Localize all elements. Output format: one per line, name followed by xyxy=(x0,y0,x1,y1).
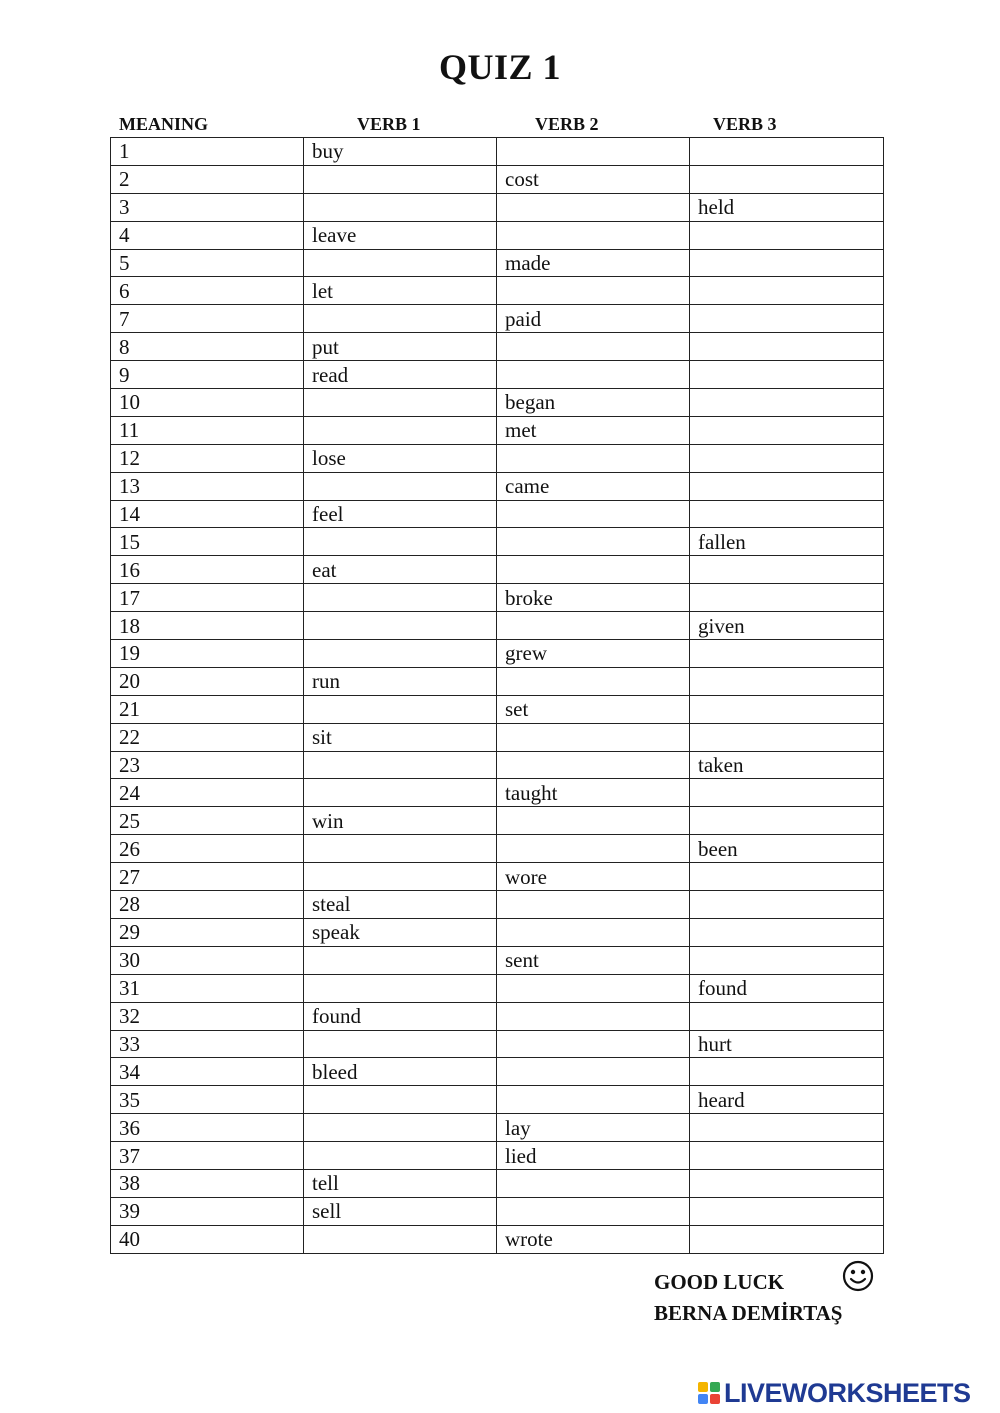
answer-cell[interactable]: lied xyxy=(497,1142,690,1170)
row-number-cell: 32 xyxy=(111,1002,304,1030)
table-row xyxy=(111,1086,884,1114)
answer-cell[interactable] xyxy=(690,165,884,193)
answer-cell[interactable]: let xyxy=(304,277,497,305)
answer-cell[interactable]: held xyxy=(690,193,884,221)
table-row xyxy=(111,444,884,472)
row-number-cell: 7 xyxy=(111,305,304,333)
table-row xyxy=(111,863,884,891)
answer-cell[interactable] xyxy=(497,1169,690,1197)
row-number-cell: 23 xyxy=(111,751,304,779)
answer-cell[interactable]: sent xyxy=(497,946,690,974)
table-row xyxy=(111,1169,884,1197)
answer-cell[interactable] xyxy=(690,1142,884,1170)
answer-cell[interactable] xyxy=(497,444,690,472)
answer-cell[interactable] xyxy=(690,779,884,807)
table-row xyxy=(111,640,884,668)
answer-cell[interactable]: taken xyxy=(690,751,884,779)
row-number-cell: 5 xyxy=(111,249,304,277)
answer-cell[interactable] xyxy=(690,667,884,695)
row-number-cell: 19 xyxy=(111,640,304,668)
answer-cell[interactable]: bleed xyxy=(304,1058,497,1086)
answer-cell[interactable] xyxy=(497,361,690,389)
answer-cell[interactable]: given xyxy=(690,612,884,640)
answer-cell[interactable] xyxy=(690,472,884,500)
row-number-cell: 13 xyxy=(111,472,304,500)
answer-cell[interactable]: steal xyxy=(304,891,497,919)
row-number-cell: 38 xyxy=(111,1169,304,1197)
answer-cell[interactable] xyxy=(497,612,690,640)
row-number-cell: 34 xyxy=(111,1058,304,1086)
quiz-table xyxy=(110,137,884,1254)
column-headers xyxy=(0,114,1000,136)
answer-cell[interactable] xyxy=(497,1086,690,1114)
row-number-cell: 25 xyxy=(111,807,304,835)
row-number-cell: 29 xyxy=(111,918,304,946)
answer-cell[interactable] xyxy=(497,918,690,946)
answer-cell[interactable] xyxy=(690,723,884,751)
row-number-cell: 9 xyxy=(111,361,304,389)
answer-cell[interactable]: put xyxy=(304,333,497,361)
answer-cell[interactable] xyxy=(304,1114,497,1142)
answer-cell[interactable] xyxy=(690,500,884,528)
row-number-cell: 21 xyxy=(111,695,304,723)
answer-cell[interactable] xyxy=(304,695,497,723)
row-number-cell: 31 xyxy=(111,974,304,1002)
row-number-cell: 40 xyxy=(111,1225,304,1253)
table-row xyxy=(111,695,884,723)
row-number-cell: 36 xyxy=(111,1114,304,1142)
table-row xyxy=(111,277,884,305)
row-number-cell: 33 xyxy=(111,1030,304,1058)
answer-cell[interactable] xyxy=(690,138,884,166)
table-row xyxy=(111,612,884,640)
answer-cell[interactable] xyxy=(690,361,884,389)
answer-cell[interactable] xyxy=(497,333,690,361)
row-number-cell: 2 xyxy=(111,165,304,193)
table-row xyxy=(111,751,884,779)
answer-cell[interactable]: eat xyxy=(304,556,497,584)
table-row xyxy=(111,500,884,528)
row-number-cell: 1 xyxy=(111,138,304,166)
answer-cell[interactable] xyxy=(690,249,884,277)
answer-cell[interactable] xyxy=(304,528,497,556)
row-number-cell: 4 xyxy=(111,221,304,249)
row-number-cell: 22 xyxy=(111,723,304,751)
answer-cell[interactable] xyxy=(690,695,884,723)
table-row xyxy=(111,193,884,221)
answer-cell[interactable]: found xyxy=(304,1002,497,1030)
table-row xyxy=(111,556,884,584)
answer-cell[interactable] xyxy=(304,946,497,974)
answer-cell[interactable]: sell xyxy=(304,1197,497,1225)
table-row xyxy=(111,361,884,389)
answer-cell[interactable]: met xyxy=(497,416,690,444)
header-verb2: VERB 2 xyxy=(535,114,599,134)
table-row xyxy=(111,472,884,500)
table-row xyxy=(111,1058,884,1086)
table-row xyxy=(111,1030,884,1058)
answer-cell[interactable] xyxy=(690,333,884,361)
row-number-cell: 3 xyxy=(111,193,304,221)
answer-cell[interactable] xyxy=(690,305,884,333)
answer-cell[interactable] xyxy=(304,974,497,1002)
answer-cell[interactable] xyxy=(497,1058,690,1086)
page-title: QUIZ 1 xyxy=(438,47,562,87)
table-row xyxy=(111,835,884,863)
header-meaning: MEANING xyxy=(119,114,208,134)
answer-cell[interactable] xyxy=(690,946,884,974)
answer-cell[interactable] xyxy=(690,807,884,835)
answer-cell[interactable] xyxy=(304,193,497,221)
table-row xyxy=(111,416,884,444)
answer-cell[interactable]: been xyxy=(690,835,884,863)
answer-cell[interactable]: buy xyxy=(304,138,497,166)
good-luck-text: GOOD LUCK xyxy=(654,1270,785,1294)
table-row xyxy=(111,807,884,835)
answer-cell[interactable] xyxy=(304,1225,497,1253)
answer-cell[interactable] xyxy=(497,1002,690,1030)
row-number-cell: 15 xyxy=(111,528,304,556)
table-row xyxy=(111,891,884,919)
answer-cell[interactable] xyxy=(497,500,690,528)
row-number-cell: 30 xyxy=(111,946,304,974)
answer-cell[interactable] xyxy=(304,1030,497,1058)
table-row xyxy=(111,584,884,612)
answer-cell[interactable] xyxy=(497,667,690,695)
table-row xyxy=(111,723,884,751)
answer-cell[interactable] xyxy=(690,416,884,444)
answer-cell[interactable] xyxy=(690,389,884,417)
answer-cell[interactable] xyxy=(690,640,884,668)
row-number-cell: 37 xyxy=(111,1142,304,1170)
row-number-cell: 8 xyxy=(111,333,304,361)
answer-cell[interactable] xyxy=(690,444,884,472)
table-row xyxy=(111,165,884,193)
answer-cell[interactable]: leave xyxy=(304,221,497,249)
answer-cell[interactable] xyxy=(304,472,497,500)
answer-cell[interactable] xyxy=(304,389,497,417)
answer-cell[interactable]: found xyxy=(690,974,884,1002)
row-number-cell: 12 xyxy=(111,444,304,472)
answer-cell[interactable]: feel xyxy=(304,500,497,528)
answer-cell[interactable] xyxy=(690,1225,884,1253)
answer-cell[interactable] xyxy=(690,556,884,584)
liveworksheets-text: LIVEWORKSHEETS xyxy=(724,1377,971,1408)
answer-cell[interactable]: paid xyxy=(497,305,690,333)
answer-cell[interactable]: tell xyxy=(304,1169,497,1197)
answer-cell[interactable] xyxy=(690,1002,884,1030)
row-number-cell: 20 xyxy=(111,667,304,695)
answer-cell[interactable]: win xyxy=(304,807,497,835)
answer-cell[interactable]: read xyxy=(304,361,497,389)
table-row xyxy=(111,305,884,333)
answer-cell[interactable] xyxy=(304,249,497,277)
table-row xyxy=(111,221,884,249)
header-verb3: VERB 3 xyxy=(713,114,777,134)
table-row xyxy=(111,138,884,166)
answer-cell[interactable]: heard xyxy=(690,1086,884,1114)
answer-cell[interactable] xyxy=(690,1197,884,1225)
row-number-cell: 28 xyxy=(111,891,304,919)
answer-cell[interactable] xyxy=(497,891,690,919)
row-number-cell: 10 xyxy=(111,389,304,417)
smiley-icon xyxy=(842,1260,874,1292)
answer-cell[interactable] xyxy=(304,835,497,863)
answer-cell[interactable] xyxy=(497,835,690,863)
answer-cell[interactable] xyxy=(690,1169,884,1197)
table-row xyxy=(111,918,884,946)
table-row xyxy=(111,389,884,417)
answer-cell[interactable]: cost xyxy=(497,165,690,193)
answer-cell[interactable]: made xyxy=(497,249,690,277)
answer-cell[interactable]: grew xyxy=(497,640,690,668)
table-row xyxy=(111,1002,884,1030)
row-number-cell: 27 xyxy=(111,863,304,891)
row-number-cell: 14 xyxy=(111,500,304,528)
answer-cell[interactable] xyxy=(690,1058,884,1086)
answer-cell[interactable] xyxy=(690,863,884,891)
table-row xyxy=(111,974,884,1002)
answer-cell[interactable] xyxy=(304,305,497,333)
row-number-cell: 6 xyxy=(111,277,304,305)
answer-cell[interactable] xyxy=(497,221,690,249)
liveworksheets-logo xyxy=(698,1378,971,1408)
table-row xyxy=(111,667,884,695)
answer-cell[interactable] xyxy=(304,584,497,612)
answer-cell[interactable] xyxy=(304,165,497,193)
table-row xyxy=(111,333,884,361)
answer-cell[interactable]: fallen xyxy=(690,528,884,556)
header-verb1: VERB 1 xyxy=(357,114,421,134)
answer-cell[interactable] xyxy=(690,277,884,305)
answer-cell[interactable] xyxy=(497,751,690,779)
answer-cell[interactable]: wore xyxy=(497,863,690,891)
row-number-cell: 35 xyxy=(111,1086,304,1114)
answer-cell[interactable] xyxy=(304,1142,497,1170)
row-number-cell: 11 xyxy=(111,416,304,444)
table-row xyxy=(111,1142,884,1170)
answer-cell[interactable] xyxy=(690,1114,884,1142)
row-number-cell: 18 xyxy=(111,612,304,640)
answer-cell[interactable]: set xyxy=(497,695,690,723)
answer-cell[interactable] xyxy=(497,723,690,751)
answer-cell[interactable] xyxy=(304,416,497,444)
table-row xyxy=(111,1197,884,1225)
answer-cell[interactable]: sit xyxy=(304,723,497,751)
row-number-cell: 17 xyxy=(111,584,304,612)
answer-cell[interactable]: came xyxy=(497,472,690,500)
answer-cell[interactable] xyxy=(497,528,690,556)
answer-cell[interactable]: hurt xyxy=(690,1030,884,1058)
table-row xyxy=(111,779,884,807)
author-name: BERNA DEMİRTAŞ xyxy=(654,1301,843,1325)
table-row xyxy=(111,528,884,556)
table-row xyxy=(111,946,884,974)
table-row xyxy=(111,1114,884,1142)
answer-cell[interactable] xyxy=(690,918,884,946)
row-number-cell: 26 xyxy=(111,835,304,863)
answer-cell[interactable] xyxy=(304,779,497,807)
answer-cell[interactable]: run xyxy=(304,667,497,695)
row-number-cell: 16 xyxy=(111,556,304,584)
liveworksheets-mark-icon xyxy=(698,1382,720,1404)
answer-cell[interactable] xyxy=(690,221,884,249)
answer-cell[interactable] xyxy=(497,277,690,305)
answer-cell[interactable] xyxy=(497,974,690,1002)
answer-cell[interactable] xyxy=(304,751,497,779)
answer-cell[interactable] xyxy=(304,863,497,891)
answer-cell[interactable]: wrote xyxy=(497,1225,690,1253)
answer-cell[interactable] xyxy=(497,807,690,835)
table-row xyxy=(111,1225,884,1253)
table-row xyxy=(111,249,884,277)
answer-cell[interactable] xyxy=(690,891,884,919)
answer-cell[interactable] xyxy=(304,612,497,640)
answer-cell[interactable]: began xyxy=(497,389,690,417)
answer-cell[interactable] xyxy=(304,1086,497,1114)
answer-cell[interactable] xyxy=(497,1030,690,1058)
row-number-cell: 39 xyxy=(111,1197,304,1225)
answer-cell[interactable] xyxy=(497,556,690,584)
answer-cell[interactable] xyxy=(304,640,497,668)
answer-cell[interactable]: broke xyxy=(497,584,690,612)
answer-cell[interactable] xyxy=(690,584,884,612)
answer-cell[interactable]: lay xyxy=(497,1114,690,1142)
answer-cell[interactable]: lose xyxy=(304,444,497,472)
row-number-cell: 24 xyxy=(111,779,304,807)
answer-cell[interactable]: taught xyxy=(497,779,690,807)
answer-cell[interactable]: speak xyxy=(304,918,497,946)
answer-cell[interactable] xyxy=(497,193,690,221)
answer-cell[interactable] xyxy=(497,1197,690,1225)
answer-cell[interactable] xyxy=(497,138,690,166)
